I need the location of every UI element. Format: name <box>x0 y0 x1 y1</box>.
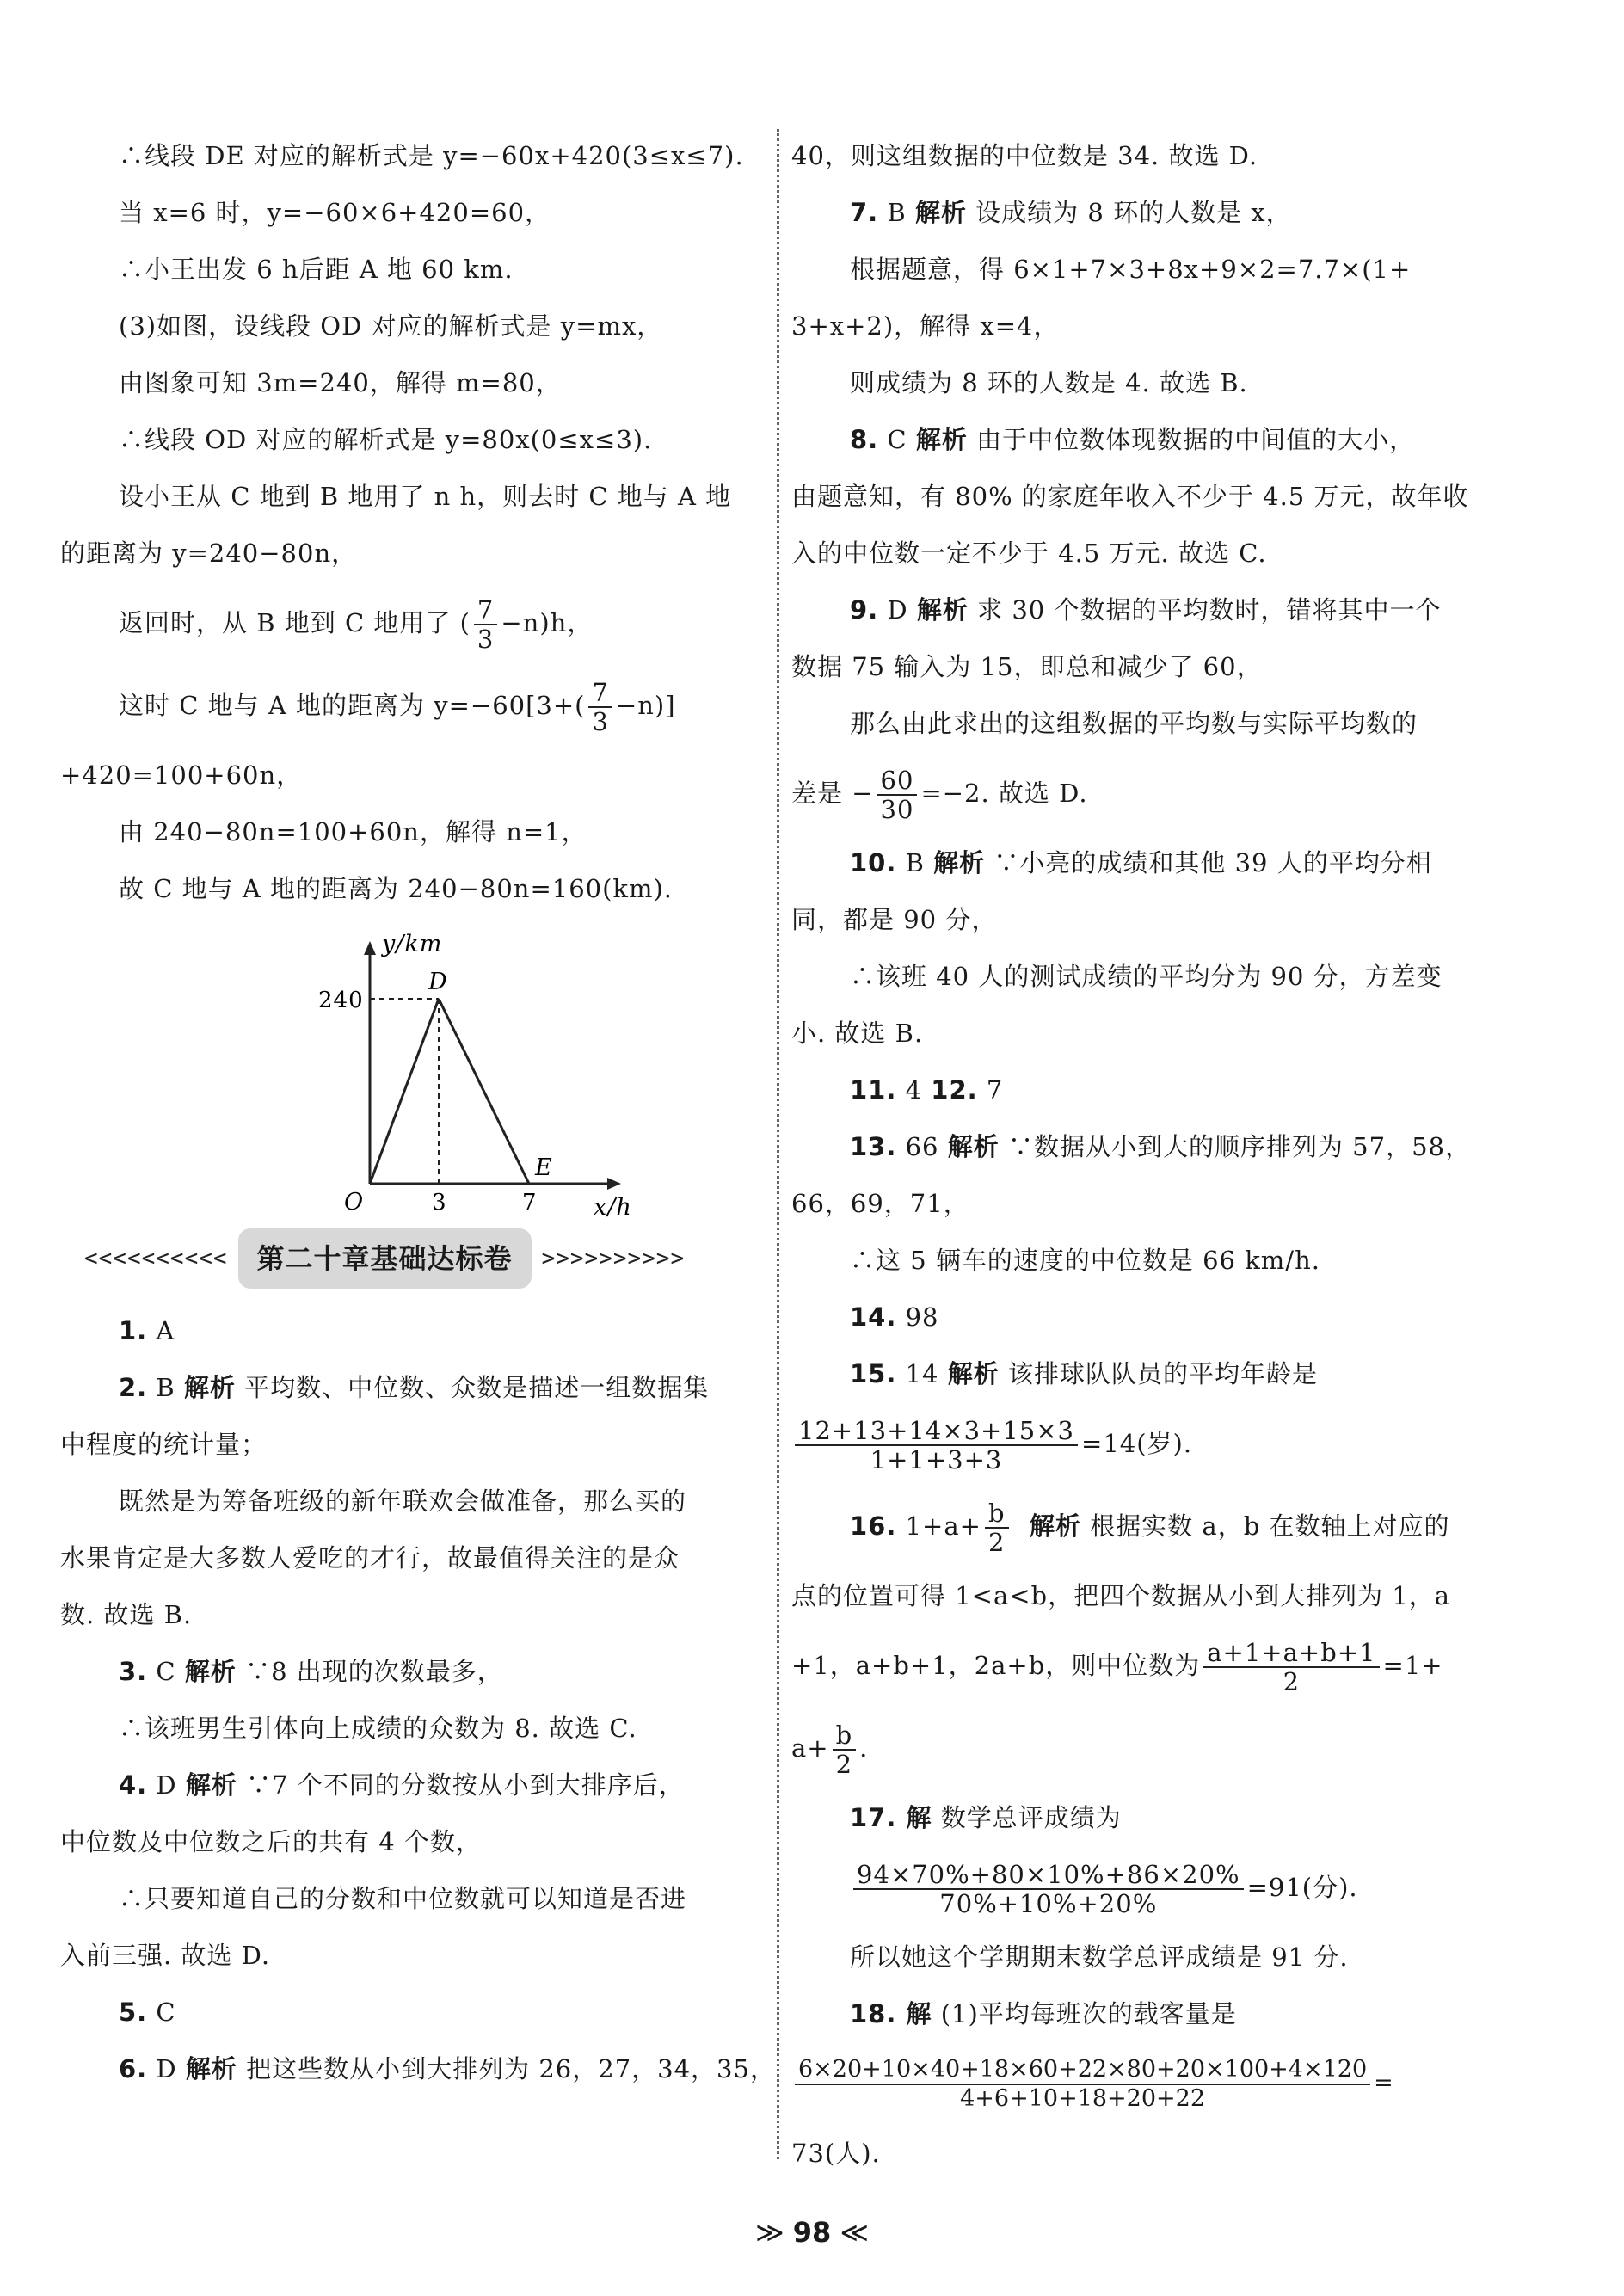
text-line: 入的中位数一定不少于 4.5 万元. 故选 C. <box>791 539 1267 568</box>
text-line: 中程度的统计量； <box>60 1430 268 1459</box>
answer-number: 7. <box>850 198 879 227</box>
answer-number: 3. <box>119 1657 148 1686</box>
answer-number: 15. <box>850 1359 897 1388</box>
analysis-tag: 解析 <box>947 1359 1000 1388</box>
solution-tag: 解 <box>896 1803 932 1832</box>
answer-8 <box>791 411 1497 468</box>
text-line-fraction <box>791 752 1497 834</box>
text-line: 水果肯定是大多数人爱吃的才行，故最值得关注的是众 <box>60 1543 680 1573</box>
answer-16 <box>791 1485 1497 1567</box>
y-axis-label: y/km <box>382 931 443 957</box>
x-tick-label: 7 <box>522 1190 538 1216</box>
text-line: (3)如图，设线段 OD 对应的解析式是 y=mx， <box>119 311 663 341</box>
fraction <box>985 1499 1009 1556</box>
answer-14 <box>791 1289 1497 1345</box>
answer-4 <box>60 1757 766 1813</box>
text-part: −n)h， <box>501 608 594 637</box>
analysis-tag: 解析 <box>916 595 969 625</box>
chevron-left-decoration: <<<<<<<<<< <box>84 1246 228 1271</box>
text-line: ∴该班 40 人的测试成绩的平均分为 90 分，方差变 <box>850 962 1443 991</box>
text-part: 1+a+ <box>896 1511 981 1541</box>
text-line: 数据 75 输入为 15，即总和减少了 60， <box>791 652 1263 681</box>
answer-number: 9. <box>850 595 879 625</box>
answer-number: 17. <box>850 1803 897 1832</box>
page-number: 98 <box>792 2216 832 2249</box>
text-line: ∴该班男生引体向上成绩的众数为 8. 故选 C. <box>119 1714 637 1743</box>
answer-text: A <box>147 1316 175 1345</box>
fraction <box>833 1721 857 1778</box>
text-line-fraction <box>60 664 766 747</box>
answer-number: 1. <box>119 1316 148 1345</box>
answer-text: C <box>147 1997 176 2027</box>
answer-text: 4 <box>896 1075 932 1105</box>
text-line-fraction <box>791 2042 1497 2125</box>
text-line: ∴只要知道自己的分数和中位数就可以知道是否进 <box>119 1884 687 1913</box>
column-divider <box>777 129 779 2159</box>
denominator: 3 <box>592 707 609 736</box>
text-part: 差是 − <box>791 779 874 808</box>
analysis-tag: 解析 <box>184 1657 237 1686</box>
answer-number: 4. <box>119 1770 148 1800</box>
text-line: 由 240−80n=100+60n，解得 n=1， <box>119 817 587 846</box>
answer-choice: B <box>896 848 934 877</box>
y-axis-arrow <box>364 941 376 955</box>
denominator: 30 <box>880 795 914 824</box>
denominator: 2 <box>988 1528 1006 1557</box>
segment-de <box>439 999 529 1184</box>
numerator: a+1+a+b+1 <box>1203 1639 1379 1668</box>
numerator: 60 <box>877 766 918 796</box>
answer-1 <box>60 1302 766 1359</box>
answer-text: 设成绩为 8 环的人数是 x， <box>966 198 1292 227</box>
text-part: −n)] <box>615 691 676 720</box>
analysis-tag: 解析 <box>915 425 968 454</box>
answer-choice: D <box>878 595 917 625</box>
answer-text: 求 30 个数据的平均数时，错将其中一个 <box>968 595 1442 625</box>
fraction <box>588 679 612 736</box>
numerator: b <box>985 1499 1009 1529</box>
answer-number: 6. <box>119 2054 148 2084</box>
numerator: 12+13+14×3+15×3 <box>795 1417 1078 1446</box>
text-line: ∴线段 DE 对应的解析式是 y=−60x+420(3≤x≤7). <box>119 141 744 170</box>
answer-text: ∵7 个不同的分数按从小到大排序后， <box>237 1770 685 1800</box>
x-axis-arrow <box>607 1178 621 1190</box>
answer-2 <box>60 1359 766 1416</box>
answer-18 <box>791 1985 1497 2042</box>
text-part: . <box>859 1733 869 1763</box>
fraction <box>877 766 918 823</box>
analysis-tag: 解析 <box>185 1770 237 1800</box>
text-line: 66，69，71， <box>791 1189 969 1218</box>
text-part: =14(岁). <box>1081 1429 1193 1458</box>
answer-text: ∵8 出现的次数最多， <box>236 1657 503 1686</box>
text-line: +420=100+60n， <box>60 760 303 790</box>
answer-7 <box>791 184 1497 241</box>
text-line-fraction <box>791 1624 1497 1707</box>
numerator: 7 <box>588 679 612 708</box>
analysis-tag: 解析 <box>933 848 986 877</box>
text-line-fraction <box>60 582 766 664</box>
answer-17 <box>791 1789 1497 1846</box>
y-tick-label: 240 <box>318 988 364 1013</box>
answer-text: 7 <box>977 1075 1004 1105</box>
point-d-label: D <box>428 969 448 995</box>
solution-tag: 解 <box>896 1999 932 2028</box>
answer-choice: B <box>147 1373 184 1402</box>
denominator: 2 <box>1283 1667 1301 1696</box>
answer-number: 14. <box>850 1302 897 1332</box>
answer-11-12 <box>791 1062 1497 1118</box>
footer-right-mark: ≪ <box>840 2216 869 2249</box>
analysis-tag: 解析 <box>914 198 967 227</box>
answer-number: 11. <box>850 1075 897 1105</box>
segment-od <box>370 999 439 1184</box>
text-part: =91(分). <box>1246 1873 1358 1902</box>
text-line: 根据题意，得 6×1+7×3+8x+9×2=7.7×(1+ <box>850 255 1412 284</box>
point-e-label: E <box>535 1154 553 1181</box>
analysis-tag: 解析 <box>1029 1511 1081 1541</box>
text-line: 40，则这组数据的中位数是 34. 故选 D. <box>791 141 1258 170</box>
page-footer <box>0 2216 1624 2249</box>
text-line-fraction <box>791 1402 1497 1485</box>
denominator: 70%+10%+20% <box>939 1889 1158 1918</box>
answer-text: 该排球队队员的平均年龄是 <box>999 1359 1318 1388</box>
text-line: 故 C 地与 A 地的距离为 240−80n=160(km). <box>119 874 674 903</box>
answer-number: 16. <box>850 1511 897 1541</box>
answer-15 <box>791 1345 1497 1402</box>
text-line: 的距离为 y=240−80n， <box>60 539 358 568</box>
text-part: 这时 C 地与 A 地的距离为 y=−60[3+( <box>119 691 586 720</box>
text-line: 点的位置可得 1<a<b，把四个数据从小到大排列为 1，a <box>791 1581 1451 1610</box>
text-part: 返回时，从 B 地到 C 地用了 ( <box>119 608 471 637</box>
text-line: 当 x=6 时，y=−60×6+420=60， <box>119 198 551 227</box>
right-column <box>791 127 1497 2182</box>
answer-text: 把这些数从小到大排列为 26，27，34，35， <box>237 2054 776 2084</box>
text-line: 所以她这个学期期末数学总评成绩是 91 分. <box>850 1942 1349 1972</box>
footer-left-mark: ≫ <box>755 2216 784 2249</box>
left-column <box>60 127 776 2097</box>
answer-choice: 14 <box>896 1359 948 1388</box>
denominator: 4+6+10+18+20+22 <box>960 2084 1206 2112</box>
text-part: =−2. 故选 D. <box>920 779 1088 808</box>
answer-choice: C <box>878 425 916 454</box>
answer-choice: B <box>878 198 915 227</box>
text-part: =1+ <box>1382 1651 1443 1680</box>
distance-time-graph <box>284 926 645 1218</box>
numerator: b <box>833 1721 857 1751</box>
answer-3 <box>60 1643 766 1700</box>
text-line: 那么由此求出的这组数据的平均数与实际平均数的 <box>850 709 1418 738</box>
numerator: 7 <box>474 596 497 625</box>
origin-label: O <box>344 1189 365 1216</box>
answer-choice: D <box>147 1770 186 1800</box>
answer-13 <box>791 1118 1497 1175</box>
text-line: 由题意知，有 80% 的家庭年收入不少于 4.5 万元，故年收 <box>791 482 1469 511</box>
answer-6 <box>60 2041 776 2097</box>
answer-10 <box>791 834 1497 891</box>
answer-number: 2. <box>119 1373 148 1402</box>
answer-number: 10. <box>850 848 897 877</box>
answer-number: 8. <box>850 425 879 454</box>
answer-text: 根据实数 a，b 在数轴上对应的 <box>1080 1511 1450 1541</box>
denominator: 2 <box>835 1750 853 1779</box>
answer-number: 5. <box>119 1997 148 2027</box>
text-part: a+ <box>791 1733 829 1763</box>
analysis-tag: 解析 <box>185 2054 237 2084</box>
answer-number: 13. <box>850 1132 897 1161</box>
fraction <box>795 2056 1370 2113</box>
answer-text: (1)平均每班次的载客量是 <box>932 1999 1237 2028</box>
x-axis-label: x/h <box>594 1194 632 1218</box>
analysis-tag: 解析 <box>183 1373 236 1402</box>
fraction <box>795 1417 1078 1474</box>
text-line: 中位数及中位数之后的共有 4 个数， <box>60 1827 482 1856</box>
fraction <box>853 1861 1244 1917</box>
text-line: 入前三强. 故选 D. <box>60 1941 271 1970</box>
denominator: 3 <box>477 625 495 654</box>
chapter-title: 第二十章基础达标卷 <box>238 1228 532 1289</box>
chapter-header <box>84 1230 766 1287</box>
text-line: ∴线段 OD 对应的解析式是 y=80x(0≤x≤3). <box>119 425 653 454</box>
answer-number: 18. <box>850 1999 897 2028</box>
text-line: 73(人). <box>791 2139 881 2168</box>
text-line: ∴这 5 辆车的速度的中位数是 66 km/h. <box>850 1246 1320 1275</box>
answer-choice: C <box>147 1657 185 1686</box>
text-part: +1，a+b+1，2a+b，则中位数为 <box>791 1651 1201 1680</box>
fraction <box>474 596 497 653</box>
answer-number: 12. <box>931 1075 978 1105</box>
text-line: 设小王从 C 地到 B 地用了 n h，则去时 C 地与 A 地 <box>119 482 732 511</box>
answer-5 <box>60 1984 766 2041</box>
text-line: 同，都是 90 分， <box>791 905 998 934</box>
text-line: 则成绩为 8 环的人数是 4. 故选 B. <box>850 368 1248 397</box>
answer-choice: 66 <box>896 1132 948 1161</box>
text-part: = <box>1374 2070 1393 2096</box>
graph-svg <box>284 926 645 1218</box>
answer-text: 数学总评成绩为 <box>932 1803 1122 1832</box>
text-line: 数. 故选 B. <box>60 1600 193 1629</box>
text-line: 小. 故选 B. <box>791 1019 924 1048</box>
answer-text: ∵小亮的成绩和其他 39 人的平均分相 <box>985 848 1432 877</box>
analysis-tag: 解析 <box>947 1132 1000 1161</box>
answer-text: 平均数、中位数、众数是描述一组数据集 <box>235 1373 710 1402</box>
numerator: 6×20+10×40+18×60+22×80+20×100+4×120 <box>795 2056 1370 2085</box>
chevron-right-decoration: >>>>>>>>>> <box>541 1246 686 1271</box>
answer-text: ∵数据从小到大的顺序排列为 57，58， <box>999 1132 1471 1161</box>
text-line: 既然是为筹备班级的新年联欢会做准备，那么买的 <box>119 1487 687 1516</box>
numerator: 94×70%+80×10%+86×20% <box>853 1861 1244 1890</box>
text-line-fraction <box>791 1846 1497 1929</box>
answer-text: 由于中位数体现数据的中间值的大小， <box>967 425 1416 454</box>
denominator: 1+1+3+3 <box>870 1445 1003 1474</box>
text-line: 3+x+2)，解得 x=4， <box>791 311 1060 341</box>
x-tick-label: 3 <box>432 1190 447 1216</box>
answer-text: 98 <box>896 1302 939 1332</box>
text-line-fraction <box>791 1707 1497 1789</box>
text-line: ∴小王出发 6 h后距 A 地 60 km. <box>119 255 514 284</box>
answer-choice: D <box>147 2054 186 2084</box>
answer-9 <box>791 582 1497 638</box>
text-line: 由图象可知 3m=240，解得 m=80， <box>119 368 562 397</box>
fraction <box>1203 1639 1379 1696</box>
